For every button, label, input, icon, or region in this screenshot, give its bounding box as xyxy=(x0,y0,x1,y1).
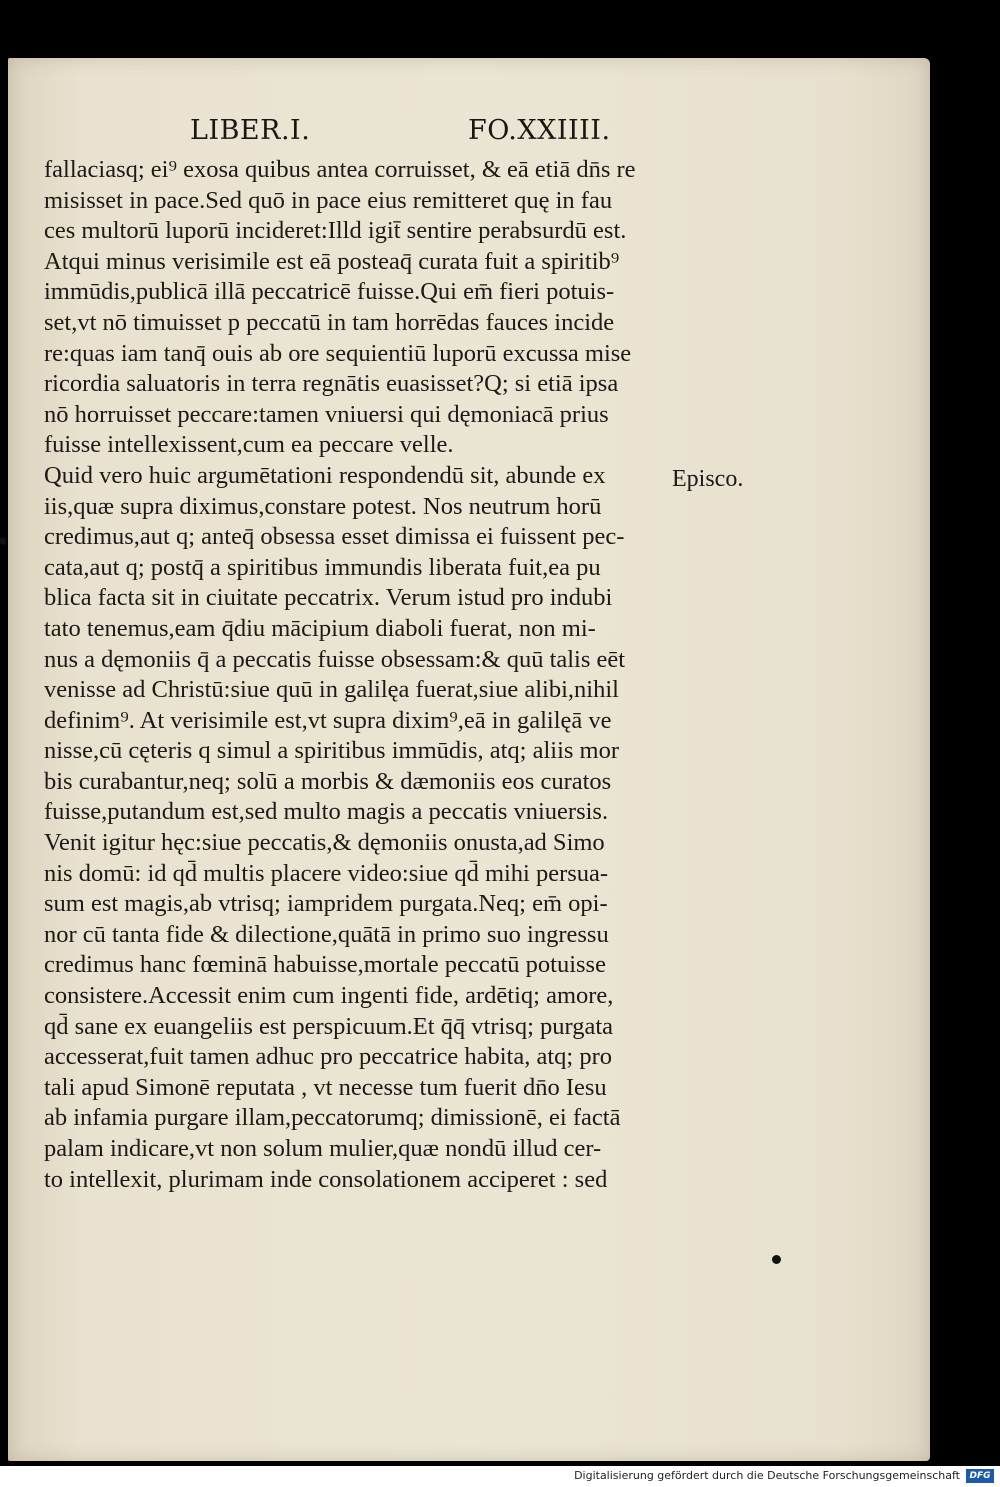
text-line: Quid vero huic argumētationi respondendū sit, abunde ex xyxy=(44,461,606,489)
text-line: re:quas iam tanq̄ ouis ab ore sequientiū luporū excussa mise xyxy=(44,339,632,367)
text-line: ricordia saluatoris in terra regnātis euasisset?Q; si etiā ipsa xyxy=(44,370,619,398)
ink-dot xyxy=(0,537,6,545)
text-line: fallaciasq; ei⁹ exosa quibus antea corruisset, & eā etiā dn̄s re xyxy=(44,156,636,183)
running-head-book: LIBER.I. xyxy=(190,115,311,146)
text-line: nor cū tanta fide & dilectione,quātā in primo suo ingressu xyxy=(44,920,609,948)
text-line: nus a dęmoniis q̄ a peccatis fuisse obsessam:& quū talis eēt xyxy=(44,645,626,673)
funding-credit: Digitalisierung gefördert durch die Deutsche Forschungsgemeinschaft xyxy=(574,1469,960,1482)
text-line: fuisse,putandum est,sed multo magis a peccatis vniuersis. xyxy=(44,798,609,826)
text-line: tato tenemus,eam q̄diu mācipium diaboli fuerat, non mi- xyxy=(44,614,596,642)
text-line: credimus,aut q; anteq̄ obsessa esset dimissa ei fuissent pec- xyxy=(44,523,625,551)
text-line: accesserat,fuit tamen adhuc pro peccatrice habita, atq; pro xyxy=(44,1043,612,1071)
ink-dot xyxy=(772,1255,781,1264)
text-line: cata,aut q; postq̄ a spiritibus immundis liberata fuit,ea pu xyxy=(44,553,601,581)
text-line: iis,quæ supra diximus,constare potest. Nos neutrum horū xyxy=(44,492,602,520)
body-text xyxy=(44,155,676,1195)
running-head-folio: FO.XXIIII. xyxy=(468,115,611,146)
running-head xyxy=(190,115,610,151)
text-line: qd̄ sane ex euangeliis est perspicuum.Et q̄q̄ vtrisq; purgata xyxy=(44,1012,614,1040)
text-line: Atqui minus verisimile est eā posteaq̄ curata fuit a spiritib⁹ xyxy=(44,247,620,275)
text-line: definim⁹. At verisimile est,vt supra dixim⁹,eā in galilęā ve xyxy=(44,706,612,734)
text-line: fuisse intellexissent,cum ea peccare velle. xyxy=(44,431,454,459)
text-line: to intellexit, plurimam inde consolationem acciperet : sed xyxy=(44,1165,608,1193)
text-line: nisse,cū cęteris q simul a spiritibus immūdis, atq; aliis mor xyxy=(44,737,620,765)
text-line: venisse ad Christū:siue quū in galilęa fuerat,siue alibi,nihil xyxy=(44,676,619,704)
text-line: tali apud Simonē reputata , vt necesse tum fuerit dn̄o Iesu xyxy=(44,1073,607,1101)
text-line: palam indicare,vt non solum mulier,quæ nondū illud cer- xyxy=(44,1135,602,1162)
dfg-logo-icon: DFG xyxy=(966,1469,994,1483)
text-line: blica facta sit in ciuitate peccatrix. Verum istud pro indubi xyxy=(44,584,613,612)
marginal-note: Episco. xyxy=(672,466,744,492)
text-line: immūdis,publicā illā peccatricē fuisse.Qui em̄ fieri potuis- xyxy=(44,278,615,306)
text-line: credimus hanc fœminā habuisse,mortale peccatū potuisse xyxy=(44,951,606,979)
text-line: consistere.Accessit enim cum ingenti fide, ardētiq; amore, xyxy=(44,982,614,1010)
text-line: set,vt nō timuisset p peccatū in tam horrēdas fauces incide xyxy=(44,308,615,336)
text-line: nō horruisset peccare:tamen vniuersi qui dęmoniacā prius xyxy=(44,400,609,428)
text-line: bis curabantur,neq; solū a morbis & dæmoniis eos curatos xyxy=(44,767,612,795)
text-line: ces multorū luporū incideret:Illd igit̄ sentire perabsurdū est. xyxy=(44,217,627,245)
text-line: ab infamia purgare illam,peccatorumq; dimissionē, ei factā xyxy=(44,1104,621,1132)
text-line: nis domū: id qd̄ multis placere video:siue qd̄ mihi persua- xyxy=(44,859,609,887)
footer-bar xyxy=(0,1466,1000,1487)
text-line: misisset in pace.Sed quō in pace eius remitteret quę in fau xyxy=(44,186,613,214)
text-line: sum est magis,ab vtrisq; iampridem purgata.Neq; em̄ opi- xyxy=(44,890,608,918)
text-line: Venit igitur hęc:siue peccatis,& dęmoniis onusta,ad Simo xyxy=(44,829,605,857)
